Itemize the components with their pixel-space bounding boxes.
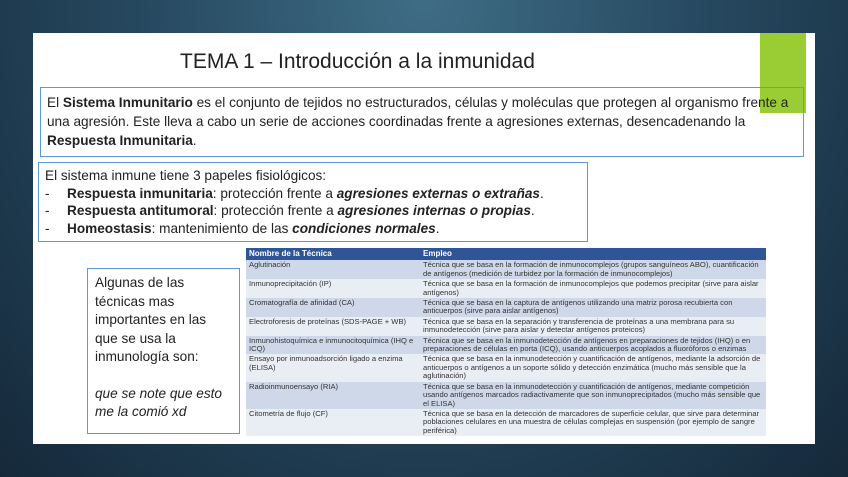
definition-text-2: es el conjunto de tejidos no estructurados, células y moléculas que protegen al organismo frente a una agresión. Este lleva a cabo un serie de acciones coordinadas frente a agresiones externas, desencadenando la bbox=[47, 95, 789, 129]
definition-text-1: El bbox=[47, 95, 63, 110]
technique-name: Radioinmunoensayo (RIA) bbox=[246, 382, 420, 409]
technique-name: Cromatografía de afinidad (CA) bbox=[246, 298, 420, 317]
table-row bbox=[246, 317, 766, 336]
bullet-dash: - bbox=[45, 203, 50, 218]
role-end: . bbox=[540, 185, 544, 201]
table-row bbox=[246, 279, 766, 298]
role-emphasis: agresiones externas o extrañas bbox=[336, 185, 540, 201]
technique-use: Técnica que se basa en la detección de marcadores de superficie celular, que sirve para determinar poblaciones celulares en una muestra de células complejas en suspensión (por ejemplo de sangre periférica) bbox=[420, 409, 766, 436]
side-note: que se note que esto me la comió xd bbox=[95, 385, 222, 419]
technique-name: Citometría de flujo (CF) bbox=[246, 409, 420, 436]
column-header: Empleo bbox=[420, 248, 766, 260]
slide-title: TEMA 1 – Introducción a la inmunidad bbox=[180, 50, 535, 73]
table-row bbox=[246, 354, 766, 381]
table-row bbox=[246, 298, 766, 317]
technique-name: Aglutinación bbox=[246, 260, 420, 279]
technique-use: Técnica que se basa en la inmunodetección y cuantificación de antígenos, mediante competición usando antígenos marcados radiactivamente que son inmunoprecipitados (mucho más sensible que el ELISA) bbox=[420, 382, 766, 409]
table-row bbox=[246, 260, 766, 279]
techniques-note-box bbox=[87, 268, 240, 434]
role-end: . bbox=[435, 220, 440, 236]
technique-name: Ensayo por inmunoadsorción ligado a enzima (ELISA) bbox=[246, 354, 420, 381]
column-header: Nombre de la Técnica bbox=[246, 248, 420, 260]
technique-name: Inmunohistoquímica e inmunocitoquímica (IHQ e ICQ) bbox=[246, 336, 420, 355]
respuesta-inmunitaria-term: Respuesta Inmunitaria bbox=[47, 133, 193, 148]
role-emphasis: agresiones internas o propias bbox=[337, 203, 531, 218]
role-emphasis: condiciones normales bbox=[292, 220, 436, 236]
roles-intro: El sistema inmune tiene 3 papeles fisiológicos: bbox=[45, 168, 327, 183]
bullet-dash: - bbox=[45, 220, 50, 236]
technique-name: Inmunoprecipitación (IP) bbox=[246, 279, 420, 298]
technique-name: Electroforesis de proteínas (SDS-PAGE + WB) bbox=[246, 317, 420, 336]
role-text: : protección frente a bbox=[212, 185, 337, 201]
techniques-intro: Algunas de las técnicas mas importantes en las que se usa la inmunología son: bbox=[95, 275, 207, 364]
technique-use: Técnica que se basa en la inmunodetección y cuantificación de antígenos, mediante la adsorción de anticuerpos o antígenos a un soporte sólido y detección enzimática (mucho más sensible que la aglutinación) bbox=[420, 354, 766, 381]
technique-use: Técnica que se basa en la inmunodetección de antígenos en preparaciones de tejidos (IHQ) o en preparaciones de células en porta (ICQ), usando anticuerpos acoplados a fluoróforos o enzimas bbox=[420, 336, 766, 355]
role-item bbox=[45, 220, 581, 238]
role-item bbox=[45, 185, 581, 203]
technique-use: Técnica que se basa en la formación de inmunocomplejos (grupos sanguíneos ABO), cuantificación de antígenos (medición de turbidez por la formación de inmunocomplejos) bbox=[420, 260, 766, 279]
sistema-inmunitario-term: Sistema Inmunitario bbox=[62, 95, 193, 110]
definition-text-3: . bbox=[192, 133, 197, 148]
role-text: : mantenimiento de las bbox=[151, 220, 293, 236]
bullet-dash: - bbox=[45, 185, 50, 201]
techniques-table bbox=[246, 248, 766, 436]
roles-box bbox=[38, 162, 588, 242]
table-header-row bbox=[246, 248, 766, 260]
role-text: : protección frente a bbox=[213, 203, 338, 218]
role-end: . bbox=[530, 203, 535, 218]
role-name: Respuesta antitumoral bbox=[67, 203, 214, 218]
table-row bbox=[246, 409, 766, 436]
technique-use: Técnica que se basa en la captura de antígenos utilizando una matriz porosa recubierta con anticuerpos (sirve para aislar antígenos) bbox=[420, 298, 766, 317]
technique-use: Técnica que se basa en la separación y transferencia de proteínas a una membrana para su inmunodetección (sirve para aislar y detectar antígenos proteicos) bbox=[420, 317, 766, 336]
table-row bbox=[246, 382, 766, 409]
technique-use: Técnica que se basa en la formación de inmunocomplejos que podemos precipitar (sirve para aislar antígenos) bbox=[420, 279, 766, 298]
role-item bbox=[45, 202, 581, 220]
table-row bbox=[246, 336, 766, 355]
definition-box bbox=[40, 87, 804, 157]
role-name: Homeostasis bbox=[67, 220, 152, 236]
role-name: Respuesta inmunitaria bbox=[67, 185, 213, 201]
